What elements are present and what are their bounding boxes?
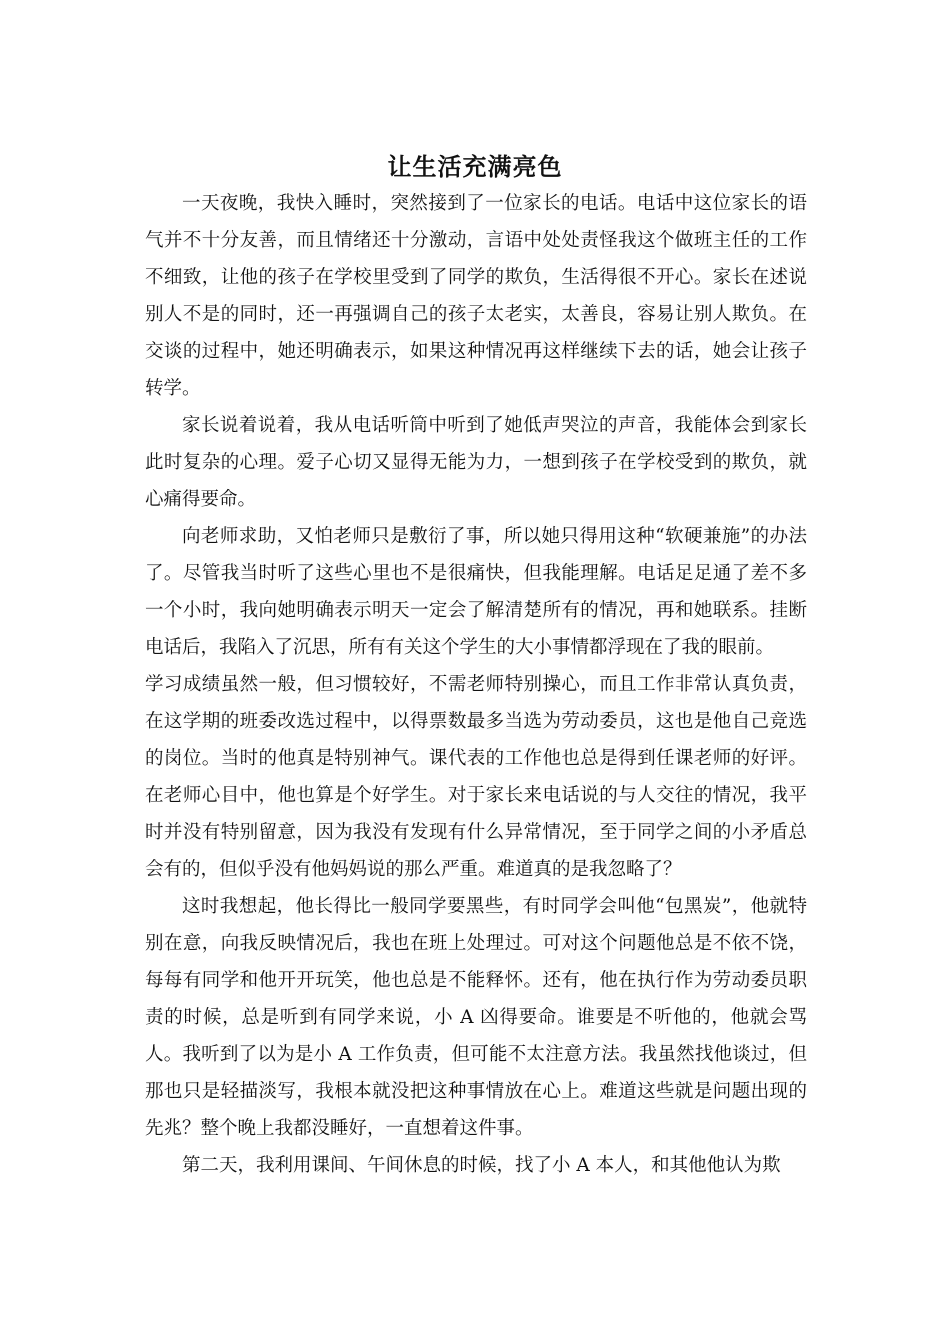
paragraph-5: 这时我想起，他长得比一般同学要黑些，有时同学会叫他“包黑炭”，他就特别在意，向我反映情况后，我也在班上处理过。可对这个问题他总是不依不饶，每每有同学和他开开玩笑，他也总是不能释怀。还有，他在执行作为劳动委员职责的时候，总是听到有同学来说，小 A 凶得要命。谁要是不听他的，他就会骂人。我听到了以为是小 A 工作负责，但可能不太注意方法。我虽然找他谈过，但那也只是轻描淡写，我根本就没把这种事情放在心上。难道这些就是问题出现的先兆？整个晚上我都没睡好，一直想着这件事。 xyxy=(145,896,807,1139)
paragraph-6: 第二天，我利用课间、午间休息的时候，找了小 A 本人，和其他他认为欺 xyxy=(182,1155,781,1176)
paragraph-3: 向老师求助，又怕老师只是敷衍了事，所以她只得用这种“软硬兼施”的办法了。尽管我当时听了这些心里也不是很痛快，但我能理解。电话足足通了差不多一个小时，我向她明确表示明天一定会了解清楚所有的情况，再和她联系。挂断电话后，我陷入了沉思，所有有关这个学生的大小事情都浮现在了我的眼前。 xyxy=(145,526,807,658)
document-title: 让生活充满亮色 xyxy=(387,152,563,182)
paragraph-1: 一天夜晚，我快入睡时，突然接到了一位家长的电话。电话中这位家长的语气并不十分友善，而且情绪还十分激动，言语中处处责怪我这个做班主任的工作不细致，让他的孩子在学校里受到了同学的欺负，生活得很不开心。家长在述说别人不是的同时，还一再强调自己的孩子太老实，太善良，容易让别人欺负。在交谈的过程中，她还明确表示，如果这种情况再这样继续下去的话，她会让孩子转学。 xyxy=(145,193,807,399)
paragraph-2: 家长说着说着，我从电话听筒中听到了她低声哭泣的声音，我能体会到家长此时复杂的心理。爱子心切又显得无能为力，一想到孩子在学校受到的欺负，就心痛得要命。 xyxy=(145,415,807,510)
paragraph-4: 学习成绩虽然一般，但习惯较好，不需老师特别操心，而且工作非常认真负责，在这学期的班委改选过程中，以得票数最多当选为劳动委员，这也是他自己竞选的岗位。当时的他真是特别神气。课代表的工作他也总是得到任课老师的好评。在老师心目中，他也算是个好学生。对于家长来电话说的与人交往的情况，我平时并没有特别留意，因为我没有发现有什么异常情况，至于同学之间的小矛盾总会有的，但似乎没有他妈妈说的那么严重。难道真的是我忽略了？ xyxy=(145,674,807,880)
document-body xyxy=(145,185,807,1184)
